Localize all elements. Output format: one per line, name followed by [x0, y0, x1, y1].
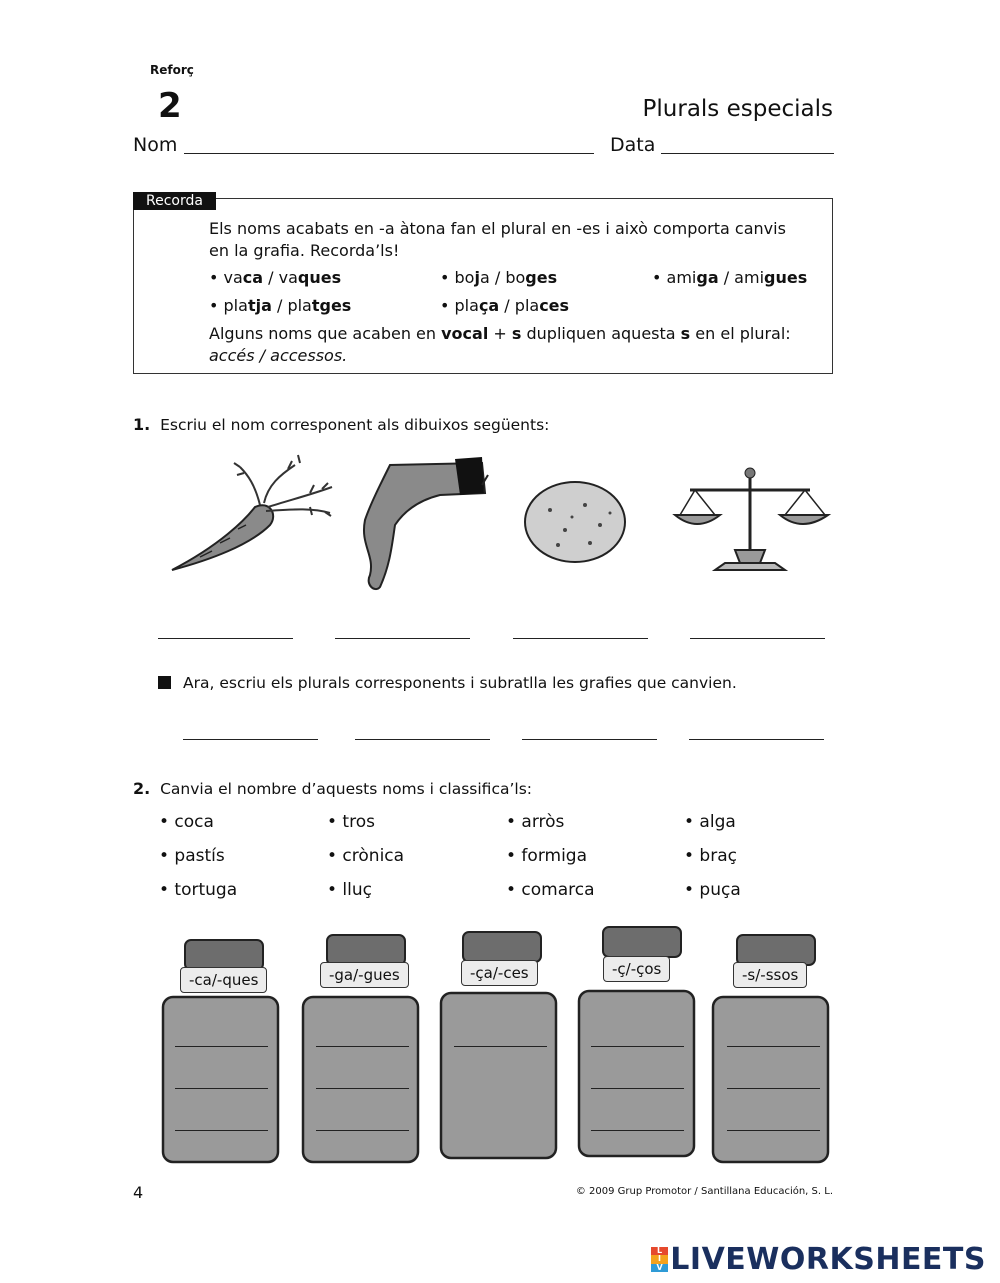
recorda-outro-line2: accés / accessos. [209, 346, 348, 365]
example-boja: • boja / boges [440, 268, 558, 287]
unit-number: 2 [158, 86, 182, 126]
exercise1-sub-instruction: Ara, escriu els plurals corresponents i subratlla les grafies que canvien. [183, 674, 737, 692]
liveworksheets-brand[interactable] [651, 1242, 986, 1277]
jar-label-ca-cedilla: -ça/-ces [461, 960, 538, 986]
jar3-line-1[interactable] [454, 1046, 547, 1047]
copyright: © 2009 Grup Promotor / Santillana Educación, S. L. [575, 1186, 833, 1197]
name-input-line[interactable] [184, 153, 594, 154]
word-tros: • tros [327, 812, 375, 832]
word-tortuga: • tortuga [159, 880, 238, 900]
jar4-line-3[interactable] [591, 1130, 684, 1131]
exercise1-instruction: Escriu el nom corresponent als dibuixos següents: [160, 416, 550, 434]
exercise1-number: 1. [133, 415, 151, 434]
word-lluc: • lluç [327, 880, 372, 900]
cookie-drawing [525, 482, 625, 562]
plural-line-4[interactable] [689, 739, 824, 740]
section-label: Reforç [150, 63, 194, 77]
page-title: Plurals especials [642, 96, 833, 122]
answer-line-1[interactable] [158, 638, 293, 639]
word-cronica: • crònica [327, 846, 405, 866]
word-arros: • arròs [506, 812, 565, 832]
scale-drawing [675, 468, 828, 570]
jar5-line-1[interactable] [727, 1046, 820, 1047]
recorda-outro [209, 323, 791, 367]
plural-line-3[interactable] [522, 739, 657, 740]
example-vaca: • vaca / vaques [209, 268, 342, 287]
word-formiga: • formiga [506, 846, 587, 866]
word-puca: • puça [684, 880, 741, 900]
answer-line-2[interactable] [335, 638, 470, 639]
word-alga: • alga [684, 812, 736, 832]
jar2-line-2[interactable] [316, 1088, 409, 1089]
jar4-line-2[interactable] [591, 1088, 684, 1089]
recorda-intro-line2: en la grafia. Recorda’ls! [209, 241, 400, 260]
carrot-drawing [172, 455, 332, 570]
liveworksheets-logo-icon: L I V [651, 1247, 668, 1273]
word-pastis: • pastís [159, 846, 225, 866]
exercise2-heading [133, 779, 532, 798]
jar5-line-2[interactable] [727, 1088, 820, 1089]
word-coca: • coca [159, 812, 214, 832]
example-placa: • plaça / places [440, 296, 570, 315]
recorda-tag: Recorda [133, 192, 216, 210]
exercise1-drawings [160, 445, 840, 605]
example-platja: • platja / platges [209, 296, 352, 315]
answer-line-3[interactable] [513, 638, 648, 639]
jar2-line-3[interactable] [316, 1130, 409, 1131]
recorda-intro-line1: Els noms acabats en -a àtona fan el plural en -es i això comporta canvis [209, 219, 786, 238]
page-number: 4 [133, 1183, 144, 1202]
date-label: Data [610, 134, 656, 156]
jar5-line-3[interactable] [727, 1130, 820, 1131]
brand-text: LIVEWORKSHEETS [670, 1242, 986, 1277]
exercise2-number: 2. [133, 779, 151, 798]
name-label: Nom [133, 134, 178, 156]
word-brac: • braç [684, 846, 737, 866]
exercise2-instruction: Canvia el nombre d’aquests noms i classifica’ls: [160, 780, 532, 798]
word-comarca: • comarca [506, 880, 595, 900]
jar1-line-1[interactable] [175, 1046, 268, 1047]
example-amiga: • amiga / amigues [652, 268, 808, 287]
exercise1-heading [133, 415, 549, 434]
stocking-drawing [364, 457, 488, 589]
recorda-intro [209, 218, 786, 262]
jar2-line-1[interactable] [316, 1046, 409, 1047]
plural-line-2[interactable] [355, 739, 490, 740]
plural-line-1[interactable] [183, 739, 318, 740]
jar1-line-2[interactable] [175, 1088, 268, 1089]
jar1-line-3[interactable] [175, 1130, 268, 1131]
jar-label-ga: -ga/-gues [320, 962, 409, 988]
jar-label-ca: -ca/-ques [180, 967, 267, 993]
jar4-line-1[interactable] [591, 1046, 684, 1047]
jar-label-s: -s/-ssos [733, 962, 807, 988]
answer-line-4[interactable] [690, 638, 825, 639]
recorda-outro-line1: Alguns noms que acaben en vocal + s dupliquen aquesta s en el plural: [209, 324, 791, 343]
jar-label-c-cedilla: -ç/-ços [603, 956, 670, 982]
date-input-line[interactable] [661, 153, 834, 154]
square-bullet-icon [158, 676, 171, 689]
